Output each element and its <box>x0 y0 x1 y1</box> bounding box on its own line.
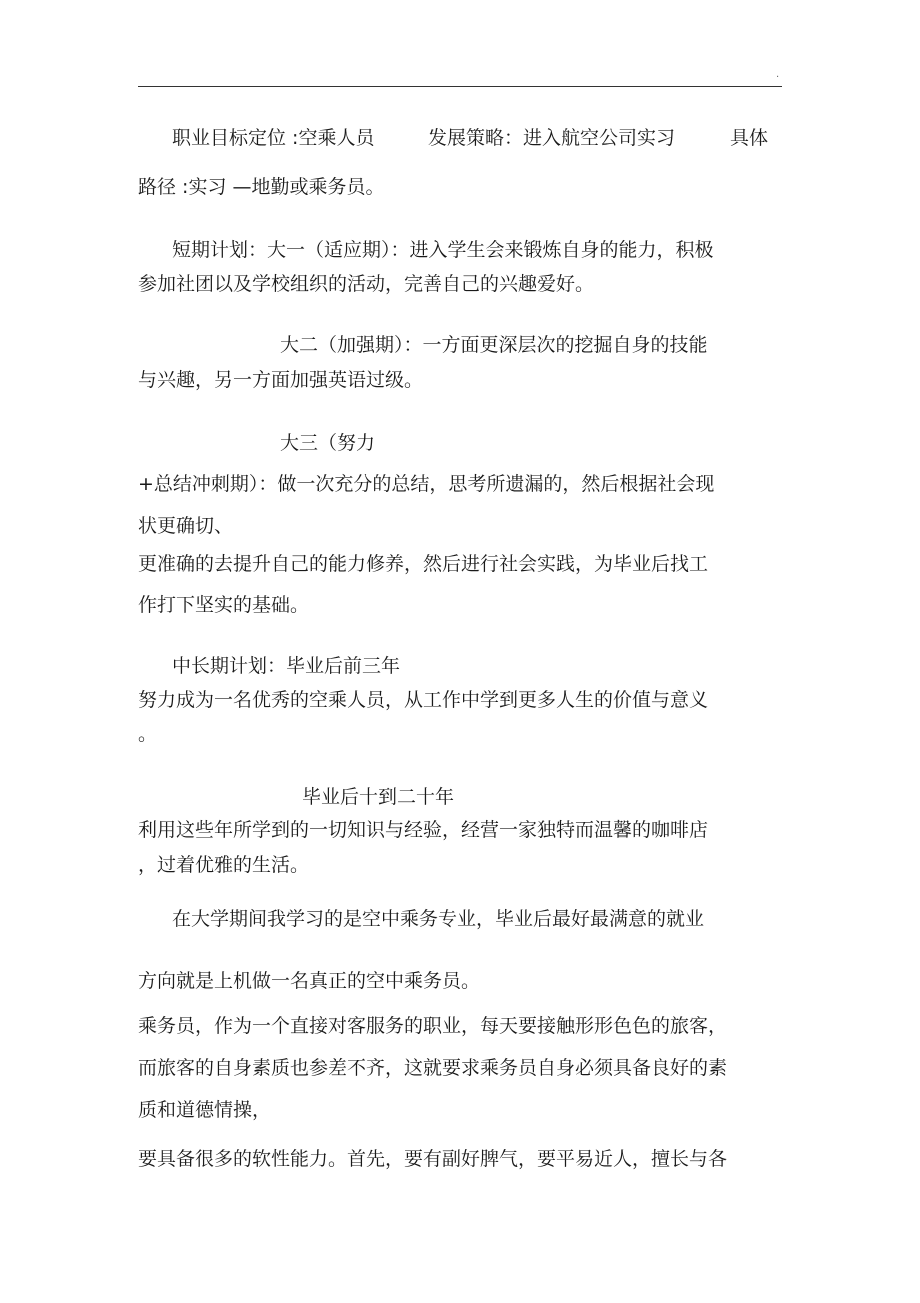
header-rule <box>138 86 782 87</box>
major-paragraph-line: 方向就是上机做一名真正的空中乘务员。 <box>138 970 481 992</box>
goal-strategy: 发展策略：进入航空公司实习 <box>428 127 676 149</box>
long-term-plan-line: ，过着优雅的生活。 <box>138 854 310 876</box>
goal-path-line: 路径 :实习 —地勤或乘务员。 <box>138 176 385 198</box>
year-three-plan-line: 状更确切、 <box>138 515 234 537</box>
crew-paragraph-line: 而旅客的自身素质也参差不齐，这就要求乘务员自身必须具备良好的素 <box>138 1057 728 1079</box>
mid-term-plan-line: 。 <box>138 723 158 745</box>
crew-paragraph-line: 乘务员，作为一个直接对客服务的职业，每天要接触形形色色的旅客， <box>138 1015 728 1037</box>
short-term-plan-line: 短期计划：大一（适应期）：进入学生会来锻炼自身的能力，积极 <box>172 239 714 261</box>
year-three-plan-line: 大三（努力 <box>280 432 376 454</box>
crew-paragraph-line: 质和道德情操， <box>138 1099 272 1121</box>
long-term-plan-line: 利用这些年所学到的一切知识与经验，经营一家独特而温馨的咖啡店 <box>138 819 709 841</box>
goal-position: 职业目标定位 :空乘人员 <box>172 127 375 149</box>
long-term-plan-line: 毕业后十到二十年 <box>302 786 455 808</box>
year-three-plan-line: 作打下坚实的基础。 <box>138 594 310 616</box>
year-two-plan-line: 与兴趣，另一方面加强英语过级。 <box>138 369 424 391</box>
year-three-plan-line: 更准确的去提升自己的能力修养，然后进行社会实践，为毕业后找工 <box>138 553 709 575</box>
short-term-plan-line: 参加社团以及学校组织的活动，完善自己的兴趣爱好。 <box>138 273 595 295</box>
crew-paragraph-line: 要具备很多的软性能力。首先，要有副好脾气，要平易近人，擅长与各 <box>138 1148 728 1170</box>
year-three-plan-line: +总结冲刺期）：做一次充分的总结，思考所遗漏的，然后根据社会现 <box>138 473 715 495</box>
major-paragraph-line: 在大学期间我学习的是空中乘务专业，毕业后最好最满意的就业 <box>172 908 705 930</box>
goal-path-label: 具体 <box>730 127 769 149</box>
mid-term-plan-line: 中长期计划：毕业后前三年 <box>172 655 401 677</box>
mid-term-plan-line: 努力成为一名优秀的空乘人员，从工作中学到更多人生的价值与意义 <box>138 689 709 711</box>
header-mark: . <box>776 69 780 80</box>
year-two-plan-line: 大二（加强期）：一方面更深层次的挖掘自身的技能 <box>280 334 708 356</box>
career-goal-row <box>138 126 778 222</box>
